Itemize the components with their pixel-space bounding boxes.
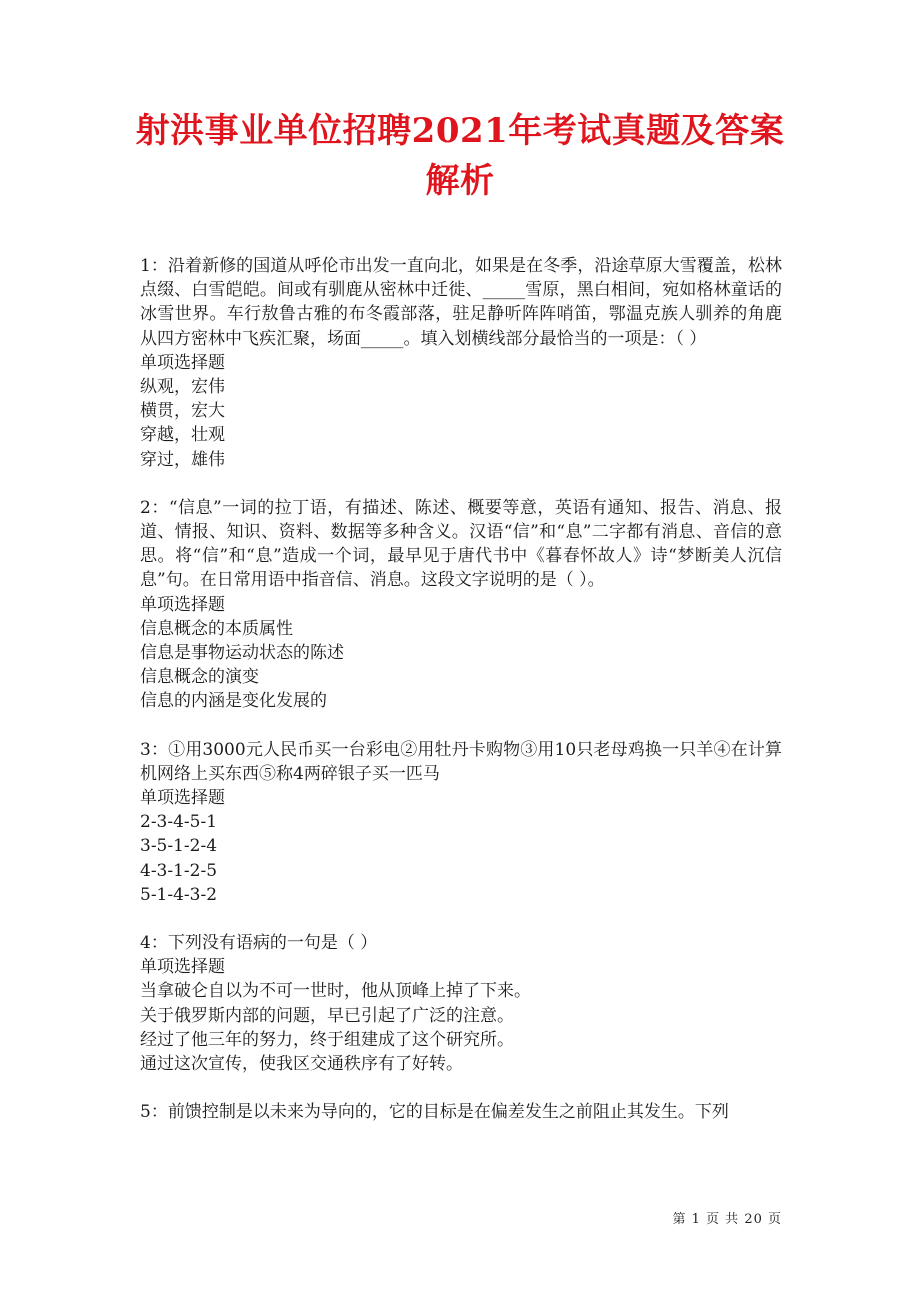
question-option: 穿过，雄伟: [140, 449, 225, 470]
question-option: 经过了他三年的努力，终于组建成了这个研究所。: [140, 1029, 514, 1050]
question-5: [140, 1100, 782, 1124]
question-option: 关于俄罗斯内部的问题，早已引起了广泛的注意。: [140, 1005, 514, 1026]
question-3: [140, 738, 782, 907]
question-option: 2-3-4-5-1: [140, 812, 218, 833]
question-option: 信息是事物运动状态的陈述: [140, 643, 344, 664]
question-type: 单项选择题: [140, 788, 225, 809]
question-4: [140, 931, 782, 1076]
question-type: 单项选择题: [140, 352, 225, 373]
question-option: 信息概念的本质属性: [140, 618, 293, 639]
question-stem: 5：前馈控制是以未来为导向的，它的目标是在偏差发生之前阻止其发生。下列: [140, 1102, 729, 1123]
title-line-1: 射洪事业单位招聘2021年考试真题及答案: [135, 111, 785, 151]
question-stem: 2：“信息”一词的拉丁语，有描述、陈述、概要等意，英语有通知、报告、消息、报道、情报、知识、资料、数据等多种含义。汉语“信”和“息”二字都有消息、音信的意思。将“信”和“息”造成一个词，最早见于唐代书中《暮春怀故人》诗“梦断美人沉信息”句。在日常用语中指音信、消息。这段文字说明的是（ ）。: [140, 497, 782, 591]
question-2: [140, 496, 782, 714]
question-option: 当拿破仑自以为不可一世时，他从顶峰上掉了下来。: [140, 981, 531, 1002]
question-option: 4-3-1-2-5: [140, 860, 218, 881]
document-title: [120, 106, 800, 206]
question-type: 单项选择题: [140, 594, 225, 615]
question-option: 穿越，壮观: [140, 425, 225, 446]
question-option: 通过这次宣传，使我区交通秩序有了好转。: [140, 1054, 463, 1075]
question-option: 信息的内涵是变化发展的: [140, 691, 327, 712]
question-option: 信息概念的演变: [140, 667, 259, 688]
question-option: 3-5-1-2-4: [140, 836, 218, 857]
question-option: 横贯，宏大: [140, 401, 225, 422]
question-option: 5-1-4-3-2: [140, 884, 218, 905]
question-stem: 1：沿着新修的国道从呼伦市出发一直向北，如果是在冬季，沿途草原大雪覆盖，松林点缀、白雪皑皑。间或有驯鹿从密林中迁徙、_____雪原，黑白相间，宛如格林童话的冰雪世界。车行敖鲁古雅的布冬霞部落，驻足静听阵阵哨笛，鄂温克族人驯养的角鹿从四方密林中飞疾汇聚，场面_____。填入划横线部分最恰当的一项是：（ ）: [140, 256, 782, 349]
question-stem: 4：下列没有语病的一句是（ ）: [140, 933, 378, 954]
question-list: [140, 254, 782, 1149]
question-type: 单项选择题: [140, 957, 225, 978]
question-option: 纵观，宏伟: [140, 377, 225, 398]
question-stem: 3：①用3000元人民币买一台彩电②用牡丹卡购物③用10只老母鸡换一只羊④在计算机网络上买东西⑤称4两碎银子买一匹马: [140, 739, 782, 784]
title-line-2: 解析: [425, 161, 495, 201]
question-1: [140, 254, 782, 472]
page-number: 第 1 页 共 20 页: [672, 1212, 782, 1227]
